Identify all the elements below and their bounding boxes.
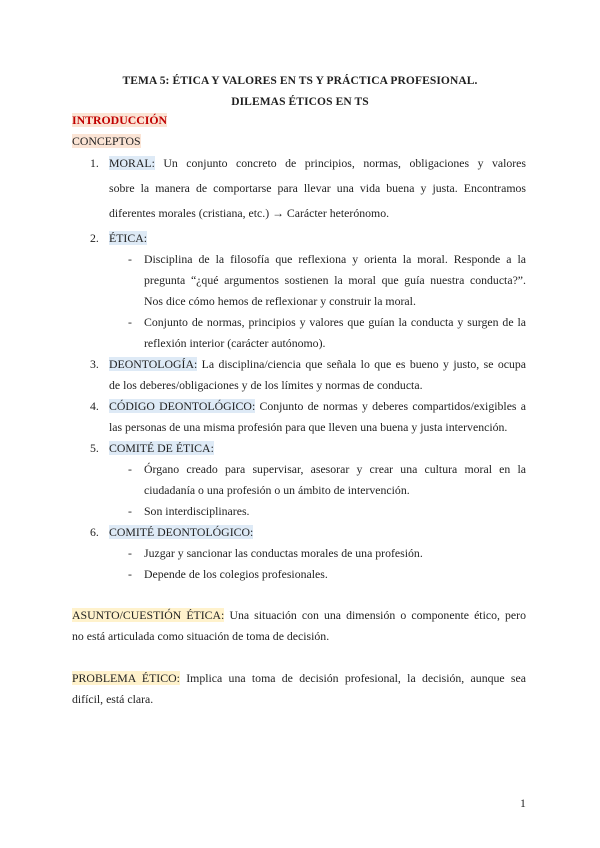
- text-line: Depende de los colegios profesionales.: [144, 567, 328, 581]
- text-line: sobre la manera de comportarse para llevar una vida buena y justa. Encontramos: [109, 181, 526, 195]
- text-line: Un conjunto concreto de principios, normas, obligaciones y valores: [163, 156, 527, 170]
- term-comite-etica: COMITÉ DE ÉTICA:: [109, 441, 214, 455]
- text-line: Son interdisciplinares.: [144, 504, 250, 518]
- list-number: 4.: [90, 399, 99, 413]
- list-item-etica: [109, 228, 147, 248]
- text-line: diferentes morales (cristiana, etc.) → Carácter heterónomo.: [109, 206, 390, 220]
- conceptos-label: CONCEPTOS: [72, 134, 141, 148]
- text-line: ciudadanía o una profesión o un ámbito de intervención.: [144, 483, 410, 497]
- text-line: Conjunto de normas, principios y valores que guían la conducta y surgen de la: [144, 315, 526, 329]
- section-heading-introduccion: [72, 110, 167, 130]
- list-number: 2.: [90, 231, 99, 245]
- page-number: 1: [520, 796, 526, 810]
- term-codigo: CÓDIGO DEONTOLÓGICO:: [109, 399, 256, 413]
- text-line: Órgano creado para supervisar, asesorar y crear una cultura moral en la: [144, 462, 526, 476]
- text-line: reflexión interior (carácter autónomo).: [144, 336, 326, 350]
- bullet-dash: -: [128, 462, 132, 476]
- text-line: difícil, está clara.: [72, 692, 154, 706]
- term-comite-deontologico: COMITÉ DEONTOLÓGICO:: [109, 525, 254, 539]
- list-number: 1.: [90, 156, 99, 170]
- text-line: Conjunto de normas y deberes compartidos/exigibles a: [259, 399, 526, 413]
- text-line: pregunta “¿qué argumentos sostienen la moral que guía nuestra conducta?”.: [144, 273, 526, 287]
- list-item-codigo: [109, 396, 526, 416]
- list-number: 6.: [90, 525, 99, 539]
- text-line: de los deberes/obligaciones y de los límites y normas de conducta.: [109, 378, 423, 392]
- list-item-deontologia: [109, 354, 526, 374]
- text-line: las personas de una misma profesión para que lleven una buena y justa intervención.: [109, 420, 508, 434]
- term-asunto: ASUNTO/CUESTIÓN ÉTICA:: [72, 608, 225, 622]
- text-line: Nos dice cómo hemos de reflexionar y construir la moral.: [144, 294, 416, 308]
- document-title: TEMA 5: ÉTICA Y VALORES EN TS Y PRÁCTICA PROFESIONAL.: [122, 75, 478, 87]
- text-line: Disciplina de la filosofía que reflexiona y orienta la moral. Responde a la: [144, 252, 526, 266]
- term-deontologia: DEONTOLOGÍA:: [109, 357, 198, 371]
- bullet-dash: -: [128, 252, 132, 266]
- list-item-comite-etica: [109, 438, 214, 458]
- text-line: Implica una toma de decisión profesional, la decisión, aunque sea: [186, 671, 526, 685]
- bullet-dash: -: [128, 546, 132, 560]
- bullet-dash: -: [128, 567, 132, 581]
- text-line: Una situación con una dimensión o componente ético, pero: [229, 608, 526, 622]
- introduccion-label: INTRODUCCIÓN: [72, 113, 168, 127]
- list-number: 5.: [90, 441, 99, 455]
- bullet-dash: -: [128, 504, 132, 518]
- text-line: Juzgar y sancionar las conductas morales de una profesión.: [144, 546, 423, 560]
- list-number: 3.: [90, 357, 99, 371]
- paragraph-problema: [72, 668, 526, 688]
- bullet-dash: -: [128, 315, 132, 329]
- term-problema: PROBLEMA ÉTICO:: [72, 671, 180, 685]
- text-line: no está articulada como situación de toma de decisión.: [72, 629, 330, 643]
- document-subtitle: DILEMAS ÉTICOS EN TS: [231, 96, 369, 108]
- text-line: La disciplina/ciencia que señala lo que es bueno y justo, se ocupa: [201, 357, 526, 371]
- term-etica: ÉTICA:: [109, 231, 148, 245]
- list-item-comite-deontologico: [109, 522, 253, 542]
- list-item-moral: [109, 153, 526, 173]
- section-heading-conceptos: [72, 131, 141, 151]
- term-moral: MORAL:: [109, 156, 155, 170]
- paragraph-asunto: [72, 605, 526, 625]
